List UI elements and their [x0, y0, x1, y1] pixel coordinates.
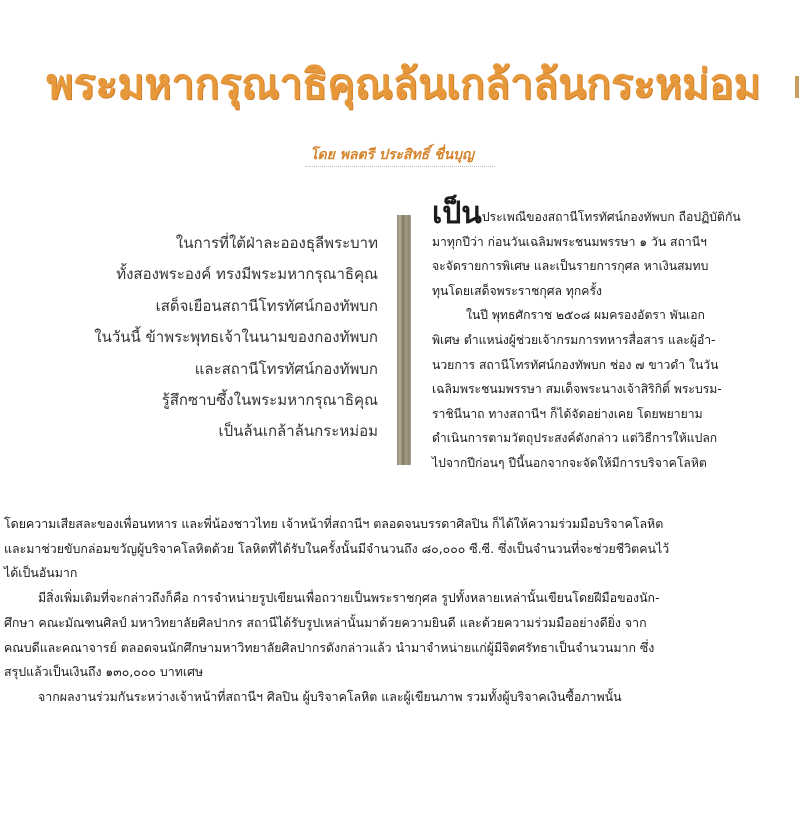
pull-quote	[40, 228, 378, 448]
right-column-text	[432, 196, 794, 476]
quote-line: เป็นล้นเกล้าล้นกระหม่อม	[218, 422, 378, 441]
article-title: พระมหากรุณาธิคุณล้นเกล้าล้นกระหม่อม	[46, 60, 761, 108]
paragraph-line: พิเศษ ตำแหน่งผู้ช่วยเจ้ากรมการทหารสื่อสาร และผู้อำ-	[432, 332, 716, 347]
full-width-text	[4, 512, 799, 710]
quote-line: และสถานีโทรทัศน์กองทัพบก	[194, 359, 378, 378]
page-edge-mark	[795, 76, 799, 98]
paragraph-line: นวยการ สถานีโทรทัศน์กองทัพบก ช่อง ๗ ขาวดำ ในวัน	[432, 357, 719, 372]
paragraph-line: ไปจากปีก่อนๆ ปีนี้นอกจากจะจัดให้มีการบริจาคโลหิต	[432, 455, 707, 470]
paragraph-line: โดยความเสียสละของเพื่อนทหาร และพี่น้องชาวไทย เจ้าหน้าที่สถานีฯ ตลอดจนบรรดาศิลปิน ก็ได้ให้ความร่วมมือบริจาคโลหิต	[4, 516, 664, 531]
drop-cap: เป็น	[432, 196, 482, 231]
byline: โดย พลตรี ประสิทธิ์ ชื่นบุญ	[310, 147, 474, 163]
paragraph-line: จะจัดรายการพิเศษ และเป็นรายการกุศล หาเงินสมทบ	[432, 259, 709, 274]
paragraph-line: มาทุกปีว่า ก่อนวันเฉลิมพระชนมพรรษา ๑ วัน สถานีฯ	[432, 234, 707, 249]
paragraph-line: มีสิ่งเพิ่มเติมที่จะกล่าวถึงก็คือ การจำหน่ายรูปเขียนเพื่อถวายเป็นพระราชกุศล รูปทั้งหลายเหล่านั้นเขียนโดยฝีมือของนัก-	[38, 590, 660, 606]
paragraph-line: ศึกษา คณะมัณฑนศิลป์ มหาวิทยาลัยศิลปากร สถานีได้รับรูปเหล่านั้นมาด้วยความยินดี และด้วยความร่วมมืออย่างดียิ่ง จาก	[4, 614, 647, 630]
quote-decorative-bar	[397, 215, 411, 465]
paragraph-line: เฉลิมพระชนมพรรษา สมเด็จพระนางเจ้าสิริกิติ์ พระบรม-	[432, 382, 722, 397]
quote-line: ทั้งสองพระองค์ ทรงมีพระมหากรุณาธิคุณ	[116, 265, 378, 284]
paragraph-line: ได้เป็นอันมาก	[4, 565, 78, 581]
paragraph-line: และมาช่วยขับกล่อมขวัญผู้บริจาคโลหิตด้วย โลหิตที่ได้รับในครั้งนั้นมีจำนวนถึง ๘๐,๐๐๐ ซี.ซี. ซึ่งเป็นจำนวนที่จะช่วยชีวิตคนไว้	[4, 540, 670, 556]
paragraph-line: ราชินีนาถ ทางสถานีฯ ก็ได้จัดอย่างเคย โดยพยายาม	[432, 406, 703, 421]
paragraph-line: สรุปแล้วเป็นเงินถึง ๑๓๐,๐๐๐ บาทเศษ	[4, 664, 204, 680]
paragraph-line: ทุนโดยเสด็จพระราชกุศล ทุกครั้ง	[432, 283, 602, 298]
quote-line: ในการที่ใต้ฝ่าละอองธุลีพระบาท	[175, 234, 378, 252]
paragraph-line: ดำเนินการตามวัตถุประสงค์ดังกล่าว แต่วิธีการให้แปลก	[432, 431, 718, 446]
paragraph-line: คณบดีและคณาจารย์ ตลอดจนนักศึกษามหาวิทยาลัยศิลปากรดังกล่าวแล้ว นำมาจำหน่ายแก่ผู้มีจิตศรัทธาเป็นจำนวนมาก ซึ่ง	[4, 639, 655, 655]
quote-line: รู้สึกซาบซึ้งในพระมหากรุณาธิคุณ	[161, 391, 378, 410]
byline-divider	[305, 166, 495, 167]
paragraph-line: ในปี พุทธศักราช ๒๕๐๘ ผมครองอัตรา พันเอก	[466, 308, 705, 323]
quote-line: เสด็จเยือนสถานีโทรทัศน์กองทัพบก	[155, 296, 378, 315]
paragraph-line: จากผลงานร่วมกันระหว่างเจ้าหน้าที่สถานีฯ ศิลปิน ผู้บริจาคโลหิต และผู้เขียนภาพ รวมทั้งผู้บริจาคเงินซื้อภาพนั้น	[38, 688, 622, 704]
paragraph-line: เป็นประเพณีของสถานีโทรทัศน์กองทัพบก ถือปฏิบัติกัน	[432, 196, 741, 231]
quote-line: ในวันนี้ ข้าพระพุทธเจ้าในนามของกองทัพบก	[94, 328, 378, 347]
